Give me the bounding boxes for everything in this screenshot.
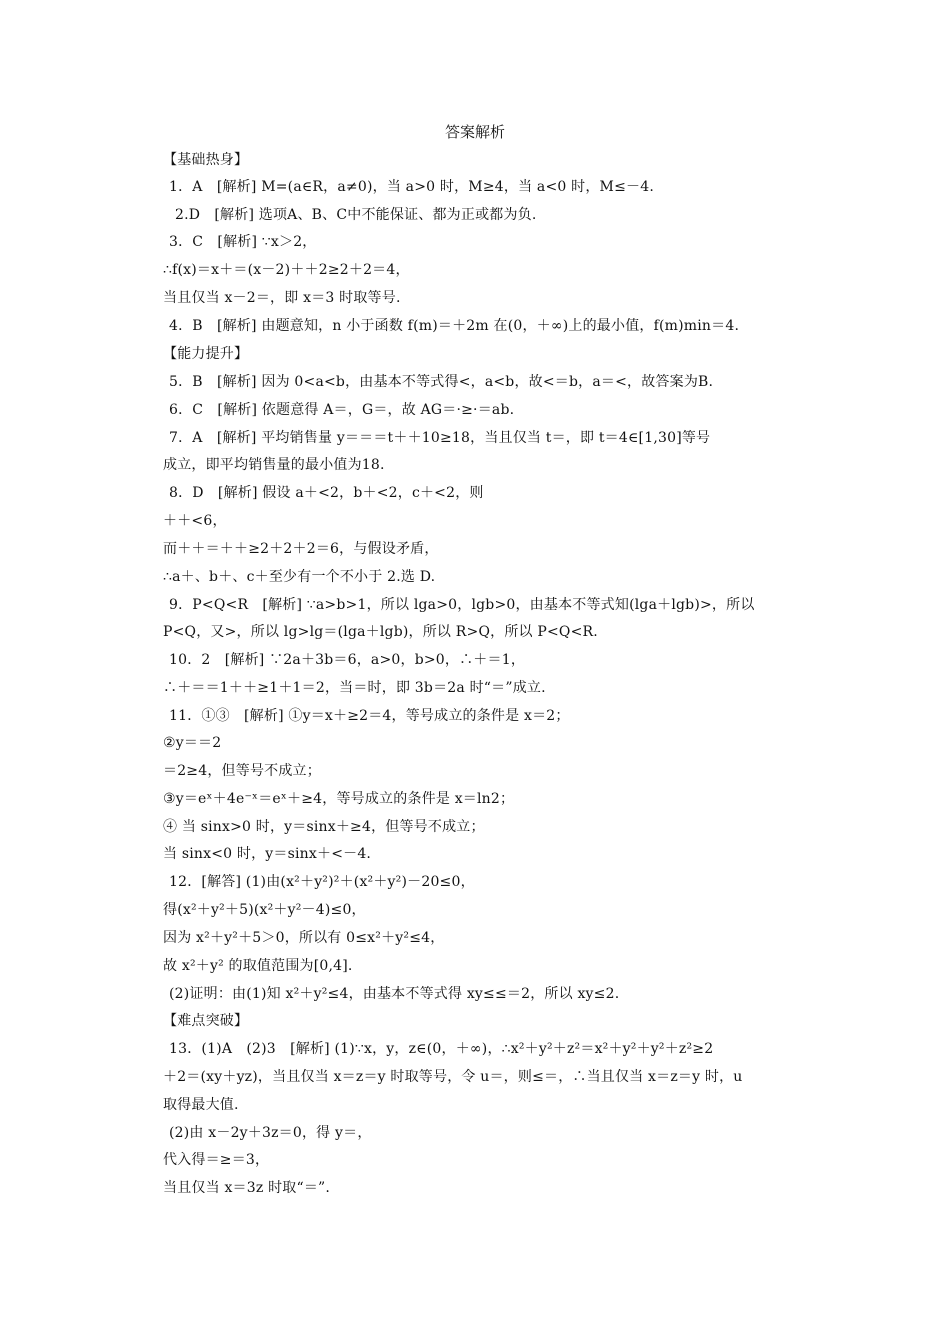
answer-line: (2)证明：由(1)知 x²＋y²≤4，由基本不等式得 xy≤≤＝2，所以 xy≤2. <box>169 986 620 1002</box>
answer-line: 10．2 [解析] ∵2a＋3b＝6，a>0，b>0，∴＋＝1， <box>169 652 526 668</box>
answer-line: 7．A [解析] 平均销售量 y＝＝＝t＋＋10≥18，当且仅当 t＝，即 t＝4∈[1,30]等号 <box>169 430 711 446</box>
page-title: 答案解析 <box>444 123 505 141</box>
answer-line: 代入得＝≥＝3， <box>163 1152 270 1168</box>
answer-line: 5．B [解析] 因为 0<a<b，由基本不等式得<，a<b，故<＝b，a＝<，故答案为B. <box>169 374 714 390</box>
answer-line: ＝2≥4，但等号不成立； <box>163 763 321 779</box>
answer-line: 6．C [解析] 依题意得 A＝，G＝，故 AG＝·≥·＝ab. <box>169 402 515 418</box>
section-heading-warmup: 【基础热身】 <box>163 152 249 168</box>
answer-line: 取得最大值. <box>163 1097 239 1113</box>
answer-line: 得(x²＋y²＋5)(x²＋y²－4)≤0， <box>163 902 366 918</box>
answer-line: 当 sinx<0 时，y＝sinx＋<－4. <box>163 846 372 862</box>
answer-line: ∴＋＝＝1＋＋≥1＋1＝2，当＝时，即 3b＝2a 时“＝”成立. <box>163 680 546 696</box>
answer-line: ∴a＋、b＋、c＋至少有一个不小于 2.选 D. <box>163 569 436 585</box>
answer-line: 当且仅当 x＝3z 时取“＝”. <box>163 1180 331 1196</box>
answer-line: 1．A [解析] M=(a∈R，a≠0)，当 a>0 时，M≥4，当 a<0 时，M≤－4. <box>169 179 654 195</box>
answer-line: 2.D [解析] 选项A、B、C中不能保证、都为正或都为负. <box>175 207 537 223</box>
answer-line: 因为 x²＋y²＋5＞0，所以有 0≤x²＋y²≤4， <box>163 930 445 946</box>
answer-line: 而＋＋＝＋＋≥2＋2＋2＝6，与假设矛盾， <box>163 541 439 557</box>
answer-line: ④ 当 sinx>0 时，y＝sinx＋≥4，但等号不成立； <box>163 819 485 835</box>
section-heading-ability: 【能力提升】 <box>163 346 249 362</box>
answer-line: (2)由 x－2y＋3z＝0，得 y＝， <box>169 1125 372 1141</box>
answer-line: 11．①③ [解析] ①y＝x＋≥2＝4，等号成立的条件是 x＝2； <box>169 708 570 724</box>
answer-line: 12．[解答] (1)由(x²＋y²)²＋(x²＋y²)－20≤0， <box>169 874 475 890</box>
answer-line: 9．P<Q<R [解析] ∵a>b>1，所以 lga>0，lgb>0，由基本不等式知(lga＋lgb)>，所以 <box>169 597 755 613</box>
answer-line: P<Q，又>，所以 lg>lg＝(lga＋lgb)，所以 R>Q，所以 P<Q<R. <box>163 624 598 640</box>
answer-line: 3．C [解析] ∵x＞2， <box>169 234 317 250</box>
answer-line: 当且仅当 x－2＝，即 x＝3 时取等号. <box>163 290 401 306</box>
answer-line: ∴f(x)＝x＋＝(x－2)＋＋2≥2＋2＝4， <box>163 262 410 278</box>
answer-line: ③y＝eˣ＋4e⁻ˣ＝eˣ＋≥4，等号成立的条件是 x＝ln2； <box>163 791 515 807</box>
answer-line: ＋2＝(xy＋yz)，当且仅当 x＝z＝y 时取等号，令 u＝，则≤＝，∴当且仅当 x＝z＝y 时，u <box>163 1069 743 1085</box>
answer-line: 成立，即平均销售量的最小值为18. <box>163 457 385 473</box>
answer-line: ②y＝＝2 <box>163 735 222 751</box>
answer-line: 13．(1)A (2)3 [解析] (1)∵x，y，z∈(0，＋∞)，∴x²＋y²＋z²＝x²＋y²＋y²＋z²≥2 <box>169 1041 714 1057</box>
answer-line: ＋＋<6， <box>163 513 227 529</box>
answer-line: 8．D [解析] 假设 a＋<2，b＋<2，c＋<2，则 <box>169 485 484 501</box>
answer-line: 故 x²＋y² 的取值范围为[0,4]. <box>163 958 353 974</box>
section-heading-breakthrough: 【难点突破】 <box>163 1013 249 1029</box>
answer-line: 4．B [解析] 由题意知，n 小于函数 f(m)＝＋2m 在(0，＋∞)上的最小值，f(m)min＝4. <box>169 318 740 334</box>
